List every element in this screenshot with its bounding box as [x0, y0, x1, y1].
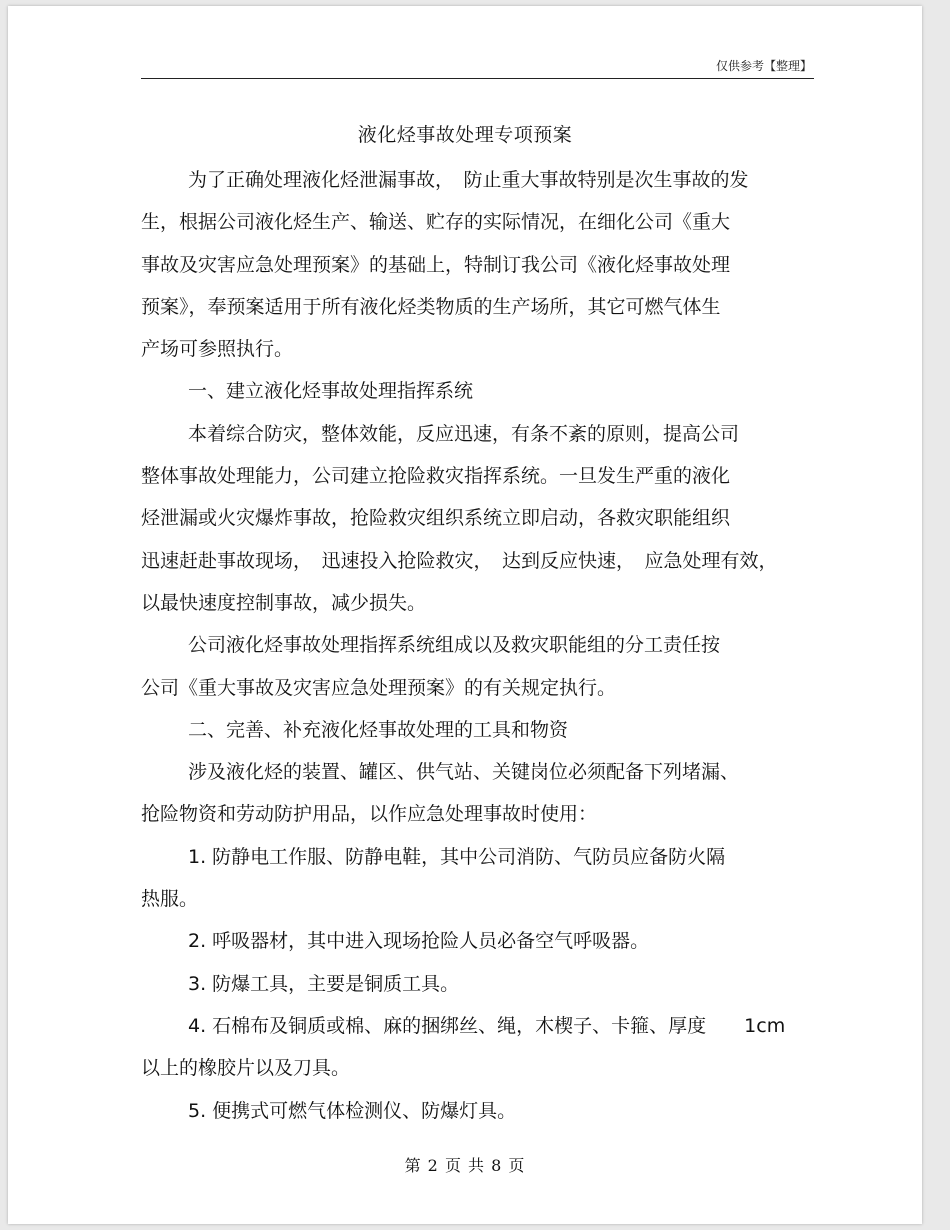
list-item-continuation: 以上的橡胶片以及刀具。: [141, 1057, 351, 1080]
list-item: 4. 石棉布及铜质或棉、麻的捆绑丝、绳，木楔子、卡箍、厚度 1cm: [188, 1014, 786, 1037]
paragraph-line: 抢险物资和劳动防护用品，以作应急处理事故时使用：: [141, 803, 598, 826]
paragraph-line: 迅速赶赴事故现场， 迅速投入抢险救灾， 达到反应快速， 应急处理有效，: [141, 549, 778, 572]
list-item: 3. 防爆工具，主要是铜质工具。: [188, 972, 460, 995]
paragraph-line: 公司液化烃事故处理指挥系统组成以及救灾职能组的分工责任按: [188, 634, 721, 657]
section-heading-2: 二、完善、补充液化烃事故处理的工具和物资: [188, 718, 569, 741]
paragraph-line: 以最快速度控制事故，减少损失。: [141, 591, 427, 614]
paragraph-line: 为了正确处理液化烃泄漏事故， 防止重大事故特别是次生事故的发: [188, 169, 749, 191]
paragraph-line: 事故及灾害应急处理预案》的基础上，特制订我公司《液化烃事故处理: [141, 253, 731, 276]
paragraph-line: 产场可参照执行。: [141, 338, 294, 361]
paragraph-line: 烃泄漏或火灾爆炸事故，抢险救灾组织系统立即启动，各救灾职能组织: [141, 507, 731, 530]
section-heading-1: 一、建立液化烃事故处理指挥系统: [188, 380, 474, 403]
list-item: 5. 便携式可燃气体检测仪、防爆灯具。: [188, 1099, 517, 1122]
paragraph-line: 预案》，奉预案适用于所有液化烃类物质的生产场所，其它可燃气体生: [141, 295, 721, 318]
document-page: [8, 6, 922, 1224]
document-title: 液化烃事故处理专项预案: [357, 124, 573, 146]
header-divider: [141, 78, 814, 79]
header-note: 仅供参考【整理】: [715, 59, 812, 73]
document-body: [141, 159, 831, 1132]
paragraph-line: 本着综合防灾，整体效能，反应迅速，有条不紊的原则，提高公司: [188, 422, 740, 445]
page-number-footer: 第 2 页 共 8 页: [404, 1156, 526, 1175]
paragraph-line: 整体事故处理能力，公司建立抢险救灾指挥系统。一旦发生严重的液化: [141, 465, 731, 488]
list-item-continuation: 热服。: [141, 888, 199, 911]
paragraph-line: 公司《重大事故及灾害应急处理预案》的有关规定执行。: [141, 676, 617, 699]
list-item: 1. 防静电工作服、防静电鞋，其中公司消防、气防员应备防火隔: [188, 845, 726, 868]
paragraph-line: 生，根据公司液化烃生产、输送、贮存的实际情况，在细化公司《重大: [141, 211, 731, 234]
list-item: 2. 呼吸器材，其中进入现场抢险人员必备空气呼吸器。: [188, 930, 650, 953]
paragraph-line: 涉及液化烃的装置、罐区、供气站、关键岗位必须配备下列堵漏、: [188, 761, 740, 784]
